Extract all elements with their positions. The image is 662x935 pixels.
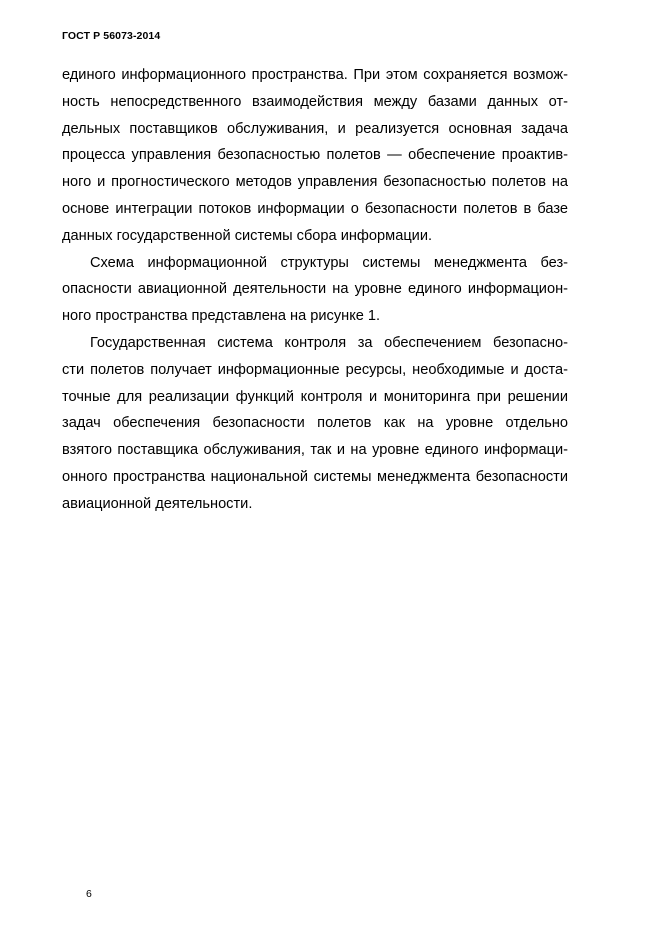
- paragraph-3-line-6: онного пространства национальной системы менеджмента безопасности: [62, 468, 568, 485]
- paragraph-1-line-3: дельных поставщиков обслуживания, и реализуется основная задача: [62, 120, 568, 137]
- paragraph-1-line-2: ность непосредственного взаимодействия между базами данных от-: [62, 93, 568, 110]
- document-body: [62, 62, 568, 518]
- paragraph-3-line-3: точные для реализации функций контроля и мониторинга при решении: [62, 388, 568, 405]
- paragraph-2-line-2: опасности авиационной деятельности на уровне единого информацион-: [62, 281, 568, 298]
- paragraph-2-line-1: Схема информационной структуры системы менеджмента без-: [90, 254, 568, 271]
- paragraph-1-line-5: ного и прогностического методов управления безопасностью полетов на: [62, 174, 568, 191]
- paragraph-1-line-4: процесса управления безопасностью полетов — обеспечение проактив-: [62, 147, 568, 164]
- paragraph-1-line-6: основе интеграции потоков информации о безопасности полетов в базе: [62, 200, 568, 217]
- paragraph-3-line-4: задач обеспечения безопасности полетов как на уровне отдельно: [62, 415, 568, 432]
- paragraph-3-line-2: сти полетов получает информационные ресурсы, необходимые и доста-: [62, 361, 568, 378]
- paragraph-1-line-7: данных государственной системы сбора информации.: [62, 227, 433, 244]
- paragraph-3-line-7: авиационной деятельности.: [62, 495, 253, 512]
- paragraph-3-line-1: Государственная система контроля за обеспечением безопасно-: [90, 334, 568, 351]
- paragraph-1-line-1: единого информационного пространства. При этом сохраняется возмож-: [62, 67, 568, 83]
- paragraph-3-line-5: взятого поставщика обслуживания, так и на уровне единого информаци-: [62, 442, 568, 459]
- paragraph-2-line-3: ного пространства представлена на рисунке 1.: [62, 308, 381, 325]
- page-number: 6: [86, 888, 92, 900]
- document-header-code: ГОСТ Р 56073-2014: [62, 30, 161, 42]
